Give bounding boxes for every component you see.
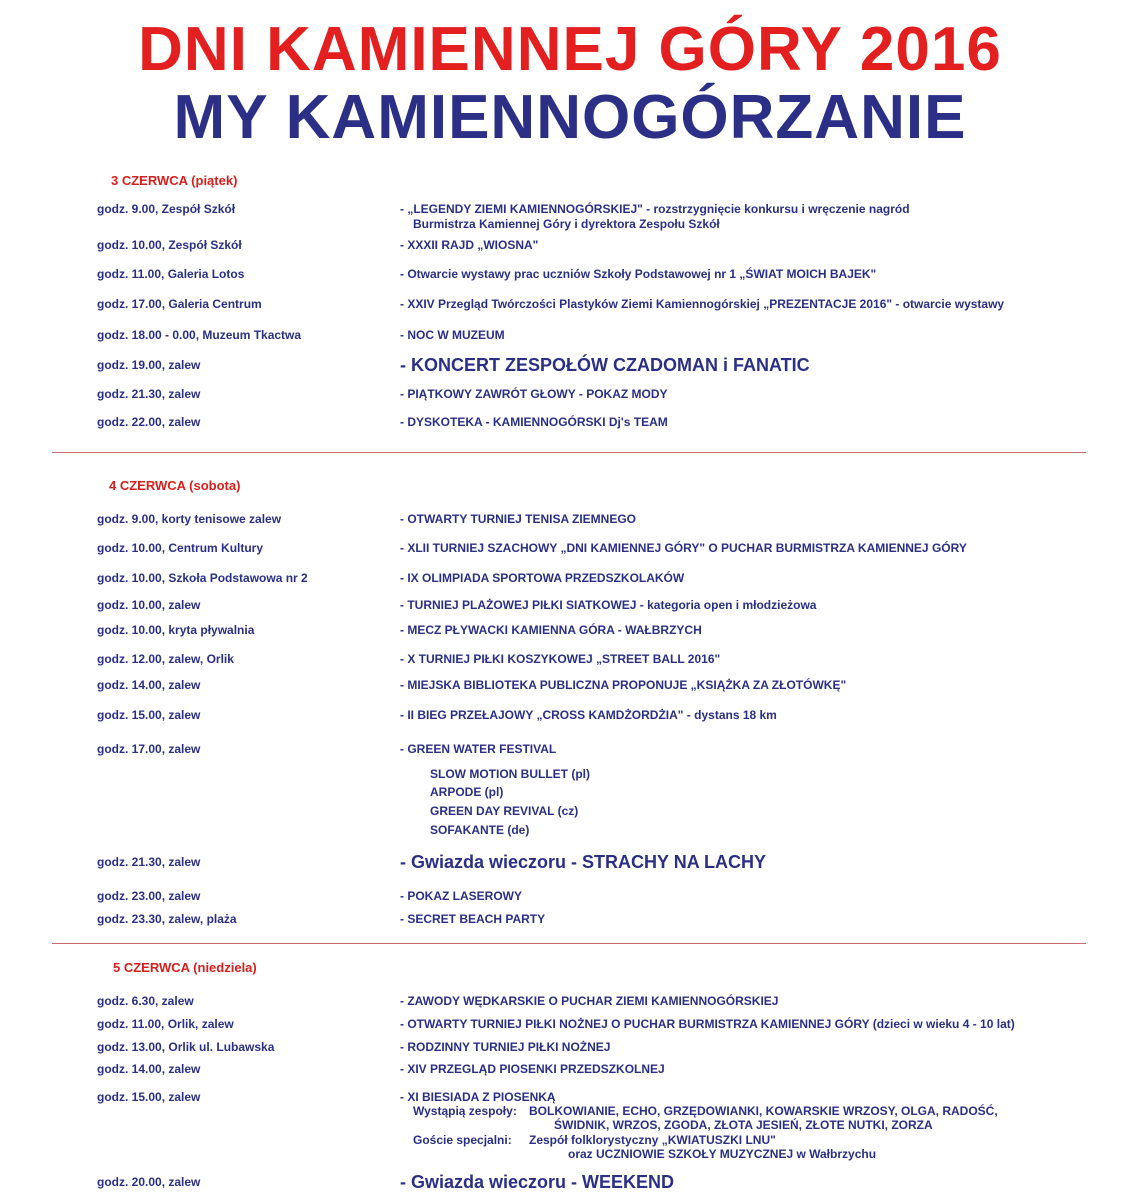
event-title: - XXXII RAJD „WIOSNA" (400, 238, 539, 252)
event-title: - MECZ PŁYWACKI KAMIENNA GÓRA - WAŁBRZYCH (400, 623, 702, 637)
schedule-row (0, 1062, 1140, 1082)
event-time: godz. 23.00, zalew (97, 889, 201, 903)
festival-band: GREEN DAY REVIVAL (cz) (430, 804, 579, 818)
event-time: godz. 18.00 - 0.00, Muzeum Tkactwa (97, 328, 302, 342)
event-time: godz. 21.30, zalew (97, 855, 201, 869)
event-title: - XXIV Przegląd Twórczości Plastyków Ziemi Kamiennogórskiej „PREZENTACJE 2016" - otwarcie wystawy (400, 297, 1005, 311)
event-title-headliner: - Gwiazda wieczoru - STRACHY NA LACHY (400, 852, 767, 872)
event-title-continued: Burmistrza Kamiennej Góry i dyrektora Zespołu Szkół (413, 217, 720, 231)
event-time: godz. 11.00, Galeria Lotos (97, 267, 245, 281)
event-time: godz. 6.30, zalew (97, 994, 194, 1008)
event-time: godz. 10.00, zalew (97, 598, 201, 612)
event-title: - DYSKOTEKA - KAMIENNOGÓRSKI Dj's TEAM (400, 415, 668, 429)
festival-band: SLOW MOTION BULLET (pl) (430, 767, 590, 781)
event-title: - RODZINNY TURNIEJ PIŁKI NOŻNEJ (400, 1040, 611, 1054)
schedule-row (0, 387, 1140, 407)
festival-band: ARPODE (pl) (430, 785, 504, 799)
schedule-row (0, 571, 1140, 591)
performers-label: Wystąpią zespoły: (413, 1104, 517, 1118)
title-line-1: DNI KAMIENNEJ GÓRY 2016 (138, 15, 1002, 84)
schedule-row (0, 708, 1140, 728)
schedule-row (0, 598, 1140, 618)
schedule-row (0, 742, 1140, 842)
section-divider (52, 452, 1086, 453)
event-time: godz. 20.00, zalew (97, 1175, 201, 1189)
event-title: - Otwarcie wystawy prac uczniów Szkoły Podstawowej nr 1 „ŚWIAT MOICH BAJEK" (400, 267, 877, 281)
event-time: godz. 14.00, zalew (97, 678, 201, 692)
event-title: - POKAZ LASEROWY (400, 889, 522, 903)
event-title: - II BIEG PRZEŁAJOWY „CROSS KAMDŻORDŻIA" - dystans 18 km (400, 708, 777, 722)
event-title-headliner: - Gwiazda wieczoru - WEEKEND (400, 1172, 675, 1192)
event-title: - XI BIESIADA Z PIOSENKĄ (400, 1090, 556, 1104)
schedule-row (0, 912, 1140, 932)
event-time: godz. 10.00, kryta pływalnia (97, 623, 255, 637)
schedule-row (0, 1172, 1140, 1195)
event-title: - „LEGENDY ZIEMI KAMIENNOGÓRSKIEJ" - rozstrzygnięcie konkursu i wręczenie nagród (400, 202, 910, 216)
event-title: - OTWARTY TURNIEJ TENISA ZIEMNEGO (400, 512, 637, 526)
event-title: - GREEN WATER FESTIVAL (400, 742, 557, 756)
event-time: godz. 10.00, Zespół Szkół (97, 238, 242, 252)
guests-label: Goście specjalni: (413, 1133, 512, 1147)
schedule-row (0, 652, 1140, 672)
event-time: godz. 15.00, zalew (97, 708, 201, 722)
schedule-row (0, 623, 1140, 643)
event-title: - PIĄTKOWY ZAWRÓT GŁOWY - POKAZ MODY (400, 387, 668, 401)
event-time: godz. 17.00, zalew (97, 742, 201, 756)
day-heading: 4 CZERWCA (sobota) (109, 478, 241, 493)
title-line-2: MY KAMIENNOGÓRZANIE (173, 83, 967, 152)
schedule-row (0, 202, 1140, 231)
schedule-row (0, 328, 1140, 348)
guests-list: Zespół folklorystyczny „KWIATUSZKI LNU" (529, 1133, 776, 1147)
event-title: - MIEJSKA BIBLIOTEKA PUBLICZNA PROPONUJE „KSIĄŻKA ZA ZŁOTÓWKĘ" (400, 678, 847, 692)
schedule-row (0, 541, 1140, 561)
event-time: godz. 17.00, Galeria Centrum (97, 297, 262, 311)
event-title: - X TURNIEJ PIŁKI KOSZYKOWEJ „STREET BALL 2016" (400, 652, 721, 666)
guests-list: oraz UCZNIOWIE SZKOŁY MUZYCZNEJ w Wałbrzychu (568, 1147, 877, 1161)
event-title: - XLII TURNIEJ SZACHOWY „DNI KAMIENNEJ GÓRY" O PUCHAR BURMISTRZA KAMIENNEJ GÓRY (400, 541, 967, 555)
event-time: godz. 22.00, zalew (97, 415, 201, 429)
event-time: godz. 9.00, Zespół Szkół (97, 202, 236, 216)
festival-band: SOFAKANTE (de) (430, 823, 530, 837)
schedule-row (0, 889, 1140, 909)
event-time: godz. 19.00, zalew (97, 358, 201, 372)
event-time: godz. 11.00, Orlik, zalew (97, 1017, 234, 1031)
schedule-row (0, 238, 1140, 258)
event-time: godz. 10.00, Centrum Kultury (97, 541, 264, 555)
schedule-row (0, 355, 1140, 378)
event-title: - OTWARTY TURNIEJ PIŁKI NOŻNEJ O PUCHAR BURMISTRZA KAMIENNEJ GÓRY (dzieci w wieku 4 - 10 lat) (400, 1017, 1015, 1031)
event-time: godz. 14.00, zalew (97, 1062, 201, 1076)
event-title: - SECRET BEACH PARTY (400, 912, 546, 926)
schedule-row (0, 994, 1140, 1014)
event-title-headliner: - KONCERT ZESPOŁÓW CZADOMAN i FANATIC (400, 355, 810, 375)
schedule-row (0, 678, 1140, 698)
schedule-row (0, 415, 1140, 435)
event-title: - XIV PRZEGLĄD PIOSENKI PRZEDSZKOLNEJ (400, 1062, 665, 1076)
event-title: - ZAWODY WĘDKARSKIE O PUCHAR ZIEMI KAMIENNOGÓRSKIEJ (400, 994, 779, 1008)
day-heading: 3 CZERWCA (piątek) (111, 173, 238, 188)
schedule-row (0, 512, 1140, 532)
schedule-row (0, 297, 1140, 317)
event-time: godz. 23.30, zalew, plaża (97, 912, 237, 926)
schedule-row (0, 852, 1140, 875)
schedule-row (0, 1017, 1140, 1037)
event-time: godz. 10.00, Szkoła Podstawowa nr 2 (97, 571, 308, 585)
event-title: - TURNIEJ PLAŻOWEJ PIŁKI SIATKOWEJ - kategoria open i młodzieżowa (400, 598, 817, 612)
section-divider (52, 943, 1086, 944)
event-time: godz. 12.00, zalew, Orlik (97, 652, 234, 666)
performers-list: ŚWIDNIK, WRZOS, ZGODA, ZŁOTA JESIEŃ, ZŁOTE NUTKI, ZORZA (554, 1118, 933, 1132)
performers-list: BOLKOWIANIE, ECHO, GRZĘDOWIANKI, KOWARSKIE WRZOSY, OLGA, RADOŚĆ, (529, 1104, 998, 1118)
event-time: godz. 13.00, Orlik ul. Lubawska (97, 1040, 275, 1054)
schedule-row (0, 1090, 1140, 1165)
event-time: godz. 9.00, korty tenisowe zalew (97, 512, 282, 526)
schedule-row (0, 1040, 1140, 1060)
event-time: godz. 21.30, zalew (97, 387, 201, 401)
schedule-row (0, 267, 1140, 287)
day-heading: 5 CZERWCA (niedziela) (113, 960, 257, 975)
event-time: godz. 15.00, zalew (97, 1090, 201, 1104)
event-title: - NOC W MUZEUM (400, 328, 505, 342)
event-title: - IX OLIMPIADA SPORTOWA PRZEDSZKOLAKÓW (400, 571, 685, 585)
